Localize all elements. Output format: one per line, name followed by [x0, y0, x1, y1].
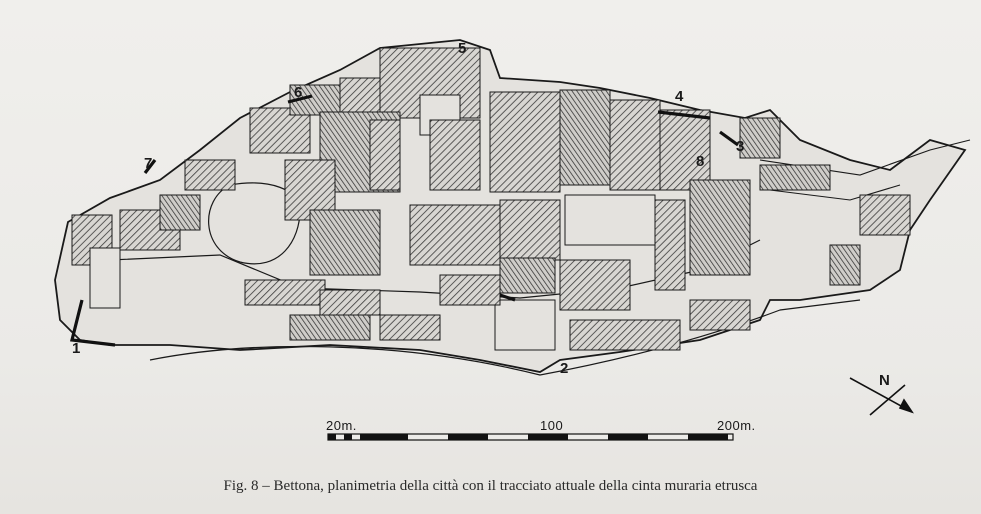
marker-5: 5	[458, 40, 467, 57]
marker-4: 4	[675, 88, 684, 105]
scale-bar	[328, 434, 733, 440]
scale-label-100: 100	[540, 418, 564, 433]
marker-8: 8	[696, 153, 705, 170]
marker-7: 7	[144, 155, 153, 172]
scale-label-200m: 200m.	[717, 418, 756, 433]
marker-6: 6	[294, 84, 303, 101]
marker-2: 2	[560, 360, 569, 377]
scale-label-20m: 20m.	[326, 418, 357, 433]
figure-caption: Fig. 8 – Bettona, planimetria della città con il tracciato attuale della cinta muraria etrusca	[223, 478, 758, 494]
marker-3: 3	[736, 138, 745, 155]
marker-1: 1	[72, 340, 81, 357]
north-arrow-label: N	[879, 372, 890, 389]
